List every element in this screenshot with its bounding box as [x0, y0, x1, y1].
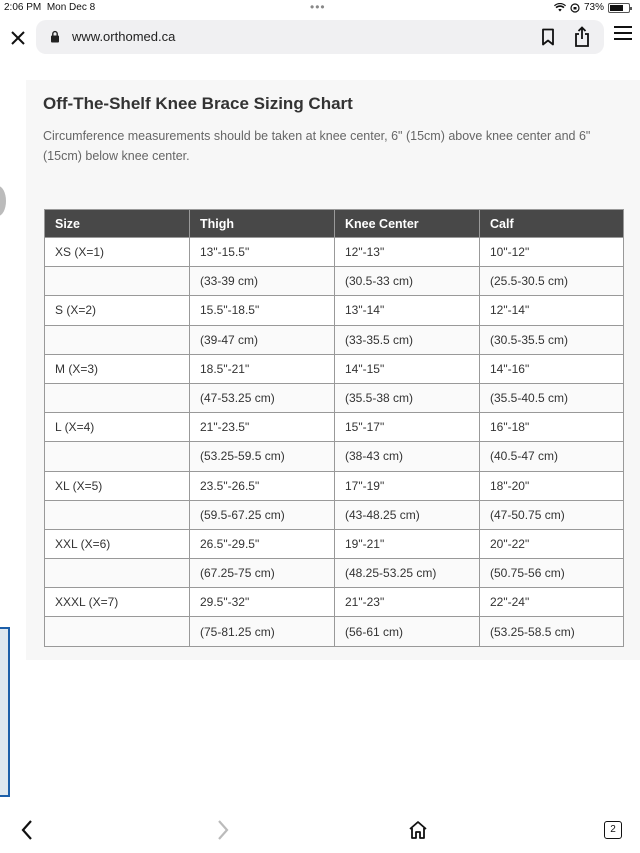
thigh-inches-cell: 18.5"-21" [190, 354, 335, 383]
knee-inches-cell: 14"-15" [335, 354, 480, 383]
table-row [45, 413, 624, 442]
calf-cm-cell: (30.5-35.5 cm) [480, 325, 624, 354]
thigh-cm-cell: (75-81.25 cm) [190, 617, 335, 646]
thigh-cm-cell: (59.5-67.25 cm) [190, 500, 335, 529]
bookmark-icon[interactable] [540, 28, 556, 46]
menu-icon[interactable] [612, 24, 634, 42]
knee-cm-cell: (43-48.25 cm) [335, 500, 480, 529]
knee-cm-cell: (30.5-33 cm) [335, 267, 480, 296]
thigh-inches-cell: 15.5"-18.5" [190, 296, 335, 325]
adjacent-image-edge [0, 627, 10, 797]
home-icon[interactable] [408, 820, 428, 840]
table-row [45, 325, 624, 354]
close-button[interactable] [6, 26, 30, 50]
status-bar [0, 0, 640, 16]
size-cell-empty [45, 383, 190, 412]
knee-cm-cell: (48.25-53.25 cm) [335, 559, 480, 588]
table-row [45, 383, 624, 412]
size-cell-empty [45, 442, 190, 471]
thigh-cm-cell: (33-39 cm) [190, 267, 335, 296]
size-cell-empty [45, 325, 190, 354]
calf-inches-cell: 18"-20" [480, 471, 624, 500]
calf-inches-cell: 10"-12" [480, 238, 624, 267]
multitask-dots[interactable]: ••• [310, 0, 326, 14]
address-bar[interactable] [36, 20, 604, 54]
table-header-row [45, 210, 624, 238]
header-thigh: Thigh [190, 210, 335, 238]
status-time: 2:06 PM Mon Dec 8 [4, 2, 96, 13]
thigh-inches-cell: 13"-15.5" [190, 238, 335, 267]
knee-inches-cell: 19"-21" [335, 529, 480, 558]
header-size: Size [45, 210, 190, 238]
thigh-inches-cell: 21"-23.5" [190, 413, 335, 442]
thigh-cm-cell: (53.25-59.5 cm) [190, 442, 335, 471]
size-cell: XL (X=5) [45, 471, 190, 500]
header-knee-center: Knee Center [335, 210, 480, 238]
size-cell-empty [45, 500, 190, 529]
size-cell: S (X=2) [45, 296, 190, 325]
adjacent-page-edge [0, 186, 6, 216]
page-title: Off-The-Shelf Knee Brace Sizing Chart [43, 94, 353, 113]
thigh-cm-cell: (39-47 cm) [190, 325, 335, 354]
size-cell: XS (X=1) [45, 238, 190, 267]
table-row [45, 617, 624, 646]
calf-cm-cell: (50.75-56 cm) [480, 559, 624, 588]
calf-inches-cell: 12"-14" [480, 296, 624, 325]
table-row [45, 529, 624, 558]
browser-bottom-bar [0, 812, 640, 853]
table-row [45, 267, 624, 296]
calf-inches-cell: 22"-24" [480, 588, 624, 617]
table-row [45, 354, 624, 383]
calf-inches-cell: 14"-16" [480, 354, 624, 383]
calf-cm-cell: (53.25-58.5 cm) [480, 617, 624, 646]
calf-cm-cell: (40.5-47 cm) [480, 442, 624, 471]
knee-cm-cell: (56-61 cm) [335, 617, 480, 646]
size-cell-empty [45, 267, 190, 296]
share-icon[interactable] [572, 26, 592, 48]
battery-icon [608, 3, 630, 13]
calf-cm-cell: (35.5-40.5 cm) [480, 383, 624, 412]
thigh-cm-cell: (47-53.25 cm) [190, 383, 335, 412]
sizing-table [44, 209, 624, 647]
knee-inches-cell: 13"-14" [335, 296, 480, 325]
close-icon [11, 31, 25, 45]
size-cell: L (X=4) [45, 413, 190, 442]
calf-cm-cell: (47-50.75 cm) [480, 500, 624, 529]
knee-inches-cell: 12"-13" [335, 238, 480, 267]
table-row [45, 588, 624, 617]
url-text[interactable]: www.orthomed.ca [72, 29, 176, 44]
size-cell: XXXL (X=7) [45, 588, 190, 617]
size-cell-empty [45, 559, 190, 588]
chevron-left-icon[interactable] [18, 818, 38, 842]
browser-toolbar [0, 16, 640, 62]
size-cell: M (X=3) [45, 354, 190, 383]
knee-inches-cell: 17"-19" [335, 471, 480, 500]
status-right [554, 2, 630, 13]
table-row [45, 296, 624, 325]
page-description: Circumference measurements should be taken at knee center, 6" (15cm) above knee center and 6" (15cm) below knee center. [43, 129, 591, 163]
knee-cm-cell: (33-35.5 cm) [335, 325, 480, 354]
knee-inches-cell: 15"-17" [335, 413, 480, 442]
thigh-inches-cell: 26.5"-29.5" [190, 529, 335, 558]
battery-percent: 73% [583, 2, 604, 13]
thigh-inches-cell: 29.5"-32" [190, 588, 335, 617]
table-row [45, 442, 624, 471]
knee-cm-cell: (35.5-38 cm) [335, 383, 480, 412]
size-cell-empty [45, 617, 190, 646]
calf-inches-cell: 16"-18" [480, 413, 624, 442]
calf-cm-cell: (25.5-30.5 cm) [480, 267, 624, 296]
tabs-button[interactable]: 2 [604, 821, 622, 839]
chevron-right-icon[interactable] [212, 818, 232, 842]
thigh-cm-cell: (67.25-75 cm) [190, 559, 335, 588]
header-calf: Calf [480, 210, 624, 238]
table-row [45, 500, 624, 529]
thigh-inches-cell: 23.5"-26.5" [190, 471, 335, 500]
wifi-icon [554, 3, 566, 12]
calf-inches-cell: 20"-22" [480, 529, 624, 558]
size-cell: XXL (X=6) [45, 529, 190, 558]
knee-inches-cell: 21"-23" [335, 588, 480, 617]
table-row [45, 471, 624, 500]
table-row [45, 238, 624, 267]
table-row [45, 559, 624, 588]
lock-icon [50, 30, 60, 43]
knee-cm-cell: (38-43 cm) [335, 442, 480, 471]
orientation-lock-icon [570, 3, 580, 13]
